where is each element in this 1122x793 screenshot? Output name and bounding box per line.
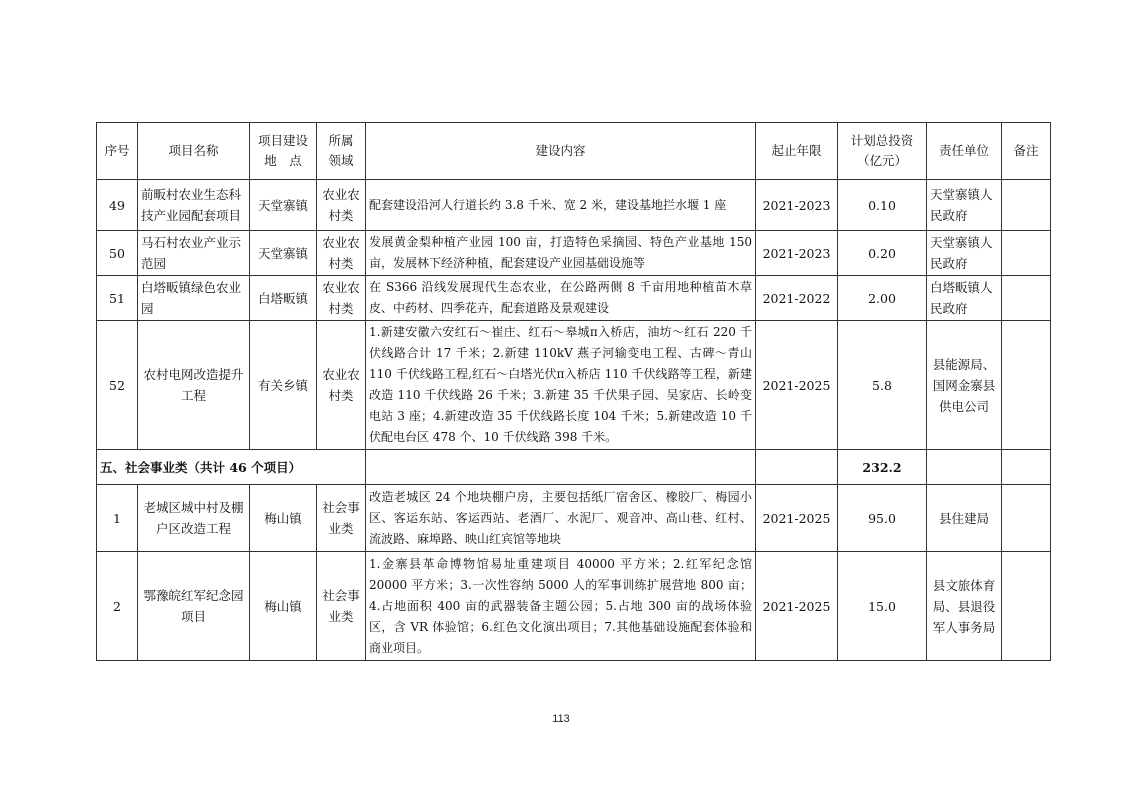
cell-remark xyxy=(1002,321,1051,450)
section-empty-remark xyxy=(1002,450,1051,485)
section-empty-unit xyxy=(927,450,1002,485)
cell-field: 农业农村类 xyxy=(317,276,366,321)
cell-name: 老城区城中村及棚户区改造工程 xyxy=(138,485,250,552)
cell-location: 梅山镇 xyxy=(250,485,317,552)
cell-investment: 5.8 xyxy=(838,321,927,450)
cell-unit: 县能源局、国网金寨县供电公司 xyxy=(927,321,1002,450)
header-location-line2: 地 点 xyxy=(264,153,302,168)
cell-name: 白塔畈镇绿色农业园 xyxy=(138,276,250,321)
cell-seq: 52 xyxy=(97,321,138,450)
header-field-line1: 所属 xyxy=(328,133,354,148)
cell-investment: 2.00 xyxy=(838,276,927,321)
header-name: 项目名称 xyxy=(138,123,250,180)
cell-location: 天堂寨镇 xyxy=(250,231,317,276)
header-unit: 责任单位 xyxy=(927,123,1002,180)
section-row xyxy=(97,450,1051,485)
cell-investment: 15.0 xyxy=(838,552,927,661)
cell-location: 梅山镇 xyxy=(250,552,317,661)
section-total: 232.2 xyxy=(838,450,927,485)
cell-period: 2021-2025 xyxy=(756,485,838,552)
table-row xyxy=(97,485,1051,552)
cell-seq: 50 xyxy=(97,231,138,276)
cell-seq: 1 xyxy=(97,485,138,552)
header-row xyxy=(97,123,1051,180)
header-remark: 备注 xyxy=(1002,123,1051,180)
cell-remark xyxy=(1002,485,1051,552)
page-number: 113 xyxy=(552,713,570,725)
cell-period: 2021-2023 xyxy=(756,180,838,231)
table-row xyxy=(97,276,1051,321)
cell-remark xyxy=(1002,276,1051,321)
cell-remark xyxy=(1002,552,1051,661)
cell-content: 1.金寨县革命博物馆易址重建项目 40000 平方米；2.红军纪念馆 20000 平方米；3.一次性容纳 5000 人的军事训练扩展营地 800 亩；4.占地面积 400 亩的武器装备主题公园；5.占地 300 亩的战场体验区，含 VR 体验馆；6.红色文化演出项目；7.其他基础设施配套体验和商业项目。 xyxy=(366,552,756,661)
cell-investment: 0.20 xyxy=(838,231,927,276)
cell-period: 2021-2022 xyxy=(756,276,838,321)
cell-field: 农业农村类 xyxy=(317,180,366,231)
section-empty-period xyxy=(756,450,838,485)
cell-period: 2021-2025 xyxy=(756,321,838,450)
table-row xyxy=(97,321,1051,450)
cell-content: 配套建设沿河人行道长约 3.8 千米、宽 2 米，建设基地拦水堰 1 座 xyxy=(366,180,756,231)
cell-location: 白塔畈镇 xyxy=(250,276,317,321)
cell-investment: 95.0 xyxy=(838,485,927,552)
cell-period: 2021-2023 xyxy=(756,231,838,276)
cell-field: 农业农村类 xyxy=(317,231,366,276)
cell-unit: 天堂寨镇人民政府 xyxy=(927,180,1002,231)
table-row xyxy=(97,180,1051,231)
header-investment xyxy=(838,123,927,180)
header-seq: 序号 xyxy=(97,123,138,180)
cell-content: 在 S366 沿线发展现代生态农业，在公路两侧 8 千亩用地种植苗木草皮、中药材、四季花卉，配套道路及景观建设 xyxy=(366,276,756,321)
cell-content: 发展黄金梨种植产业园 100 亩，打造特色采摘园、特色产业基地 150 亩，发展林下经济种植，配套建设产业园基础设施等 xyxy=(366,231,756,276)
cell-unit: 县文旅体育局、县退役军人事务局 xyxy=(927,552,1002,661)
header-field-line2: 领域 xyxy=(328,153,354,168)
cell-unit: 天堂寨镇人民政府 xyxy=(927,231,1002,276)
cell-seq: 51 xyxy=(97,276,138,321)
cell-content: 1.新建安徽六安红石～崔庄、红石～皋城π入桥店，油坊～红石 220 千伏线路合计 17 千米；2.新建 110kV 燕子河输变电工程、古碑～青山 110 千伏线路工程,红石～白塔光伏π入桥店 110 千伏线路等工程，新建改造 110 千伏线路 26 千米；3.新建 35 千伏果子园、吴家店、长岭变电站 3 座；4.新建改造 35 千伏线路长度 104 千米；5.新建改造 10 千伏配电台区 478 个、10 千伏线路 398 千米。 xyxy=(366,321,756,450)
cell-remark xyxy=(1002,180,1051,231)
cell-name: 前畈村农业生态科技产业园配套项目 xyxy=(138,180,250,231)
cell-investment: 0.10 xyxy=(838,180,927,231)
cell-unit: 白塔畈镇人民政府 xyxy=(927,276,1002,321)
header-location-line1: 项目建设 xyxy=(257,133,308,148)
project-table xyxy=(96,122,1051,661)
table-row xyxy=(97,552,1051,661)
cell-remark xyxy=(1002,231,1051,276)
cell-field: 社会事业类 xyxy=(317,485,366,552)
cell-content: 改造老城区 24 个地块棚户房，主要包括纸厂宿舍区、橡胶厂、梅园小区、客运东站、客运西站、老酒厂、水泥厂、观音冲、高山巷、红村、流波路、麻埠路、映山红宾馆等地块 xyxy=(366,485,756,552)
cell-location: 天堂寨镇 xyxy=(250,180,317,231)
header-investment-line1: 计划总投资 xyxy=(850,133,914,148)
header-location xyxy=(250,123,317,180)
cell-name: 马石村农业产业示范园 xyxy=(138,231,250,276)
table-row xyxy=(97,231,1051,276)
cell-name: 农村电网改造提升工程 xyxy=(138,321,250,450)
cell-location: 有关乡镇 xyxy=(250,321,317,450)
header-content: 建设内容 xyxy=(366,123,756,180)
cell-seq: 2 xyxy=(97,552,138,661)
header-investment-line2: （亿元） xyxy=(856,153,907,168)
cell-field: 社会事业类 xyxy=(317,552,366,661)
header-period: 起止年限 xyxy=(756,123,838,180)
header-field xyxy=(317,123,366,180)
cell-name: 鄂豫皖红军纪念园项目 xyxy=(138,552,250,661)
section-empty-content xyxy=(366,450,756,485)
cell-period: 2021-2025 xyxy=(756,552,838,661)
cell-field: 农业农村类 xyxy=(317,321,366,450)
section-title: 五、社会事业类（共计 46 个项目） xyxy=(97,450,366,485)
cell-seq: 49 xyxy=(97,180,138,231)
cell-unit: 县住建局 xyxy=(927,485,1002,552)
